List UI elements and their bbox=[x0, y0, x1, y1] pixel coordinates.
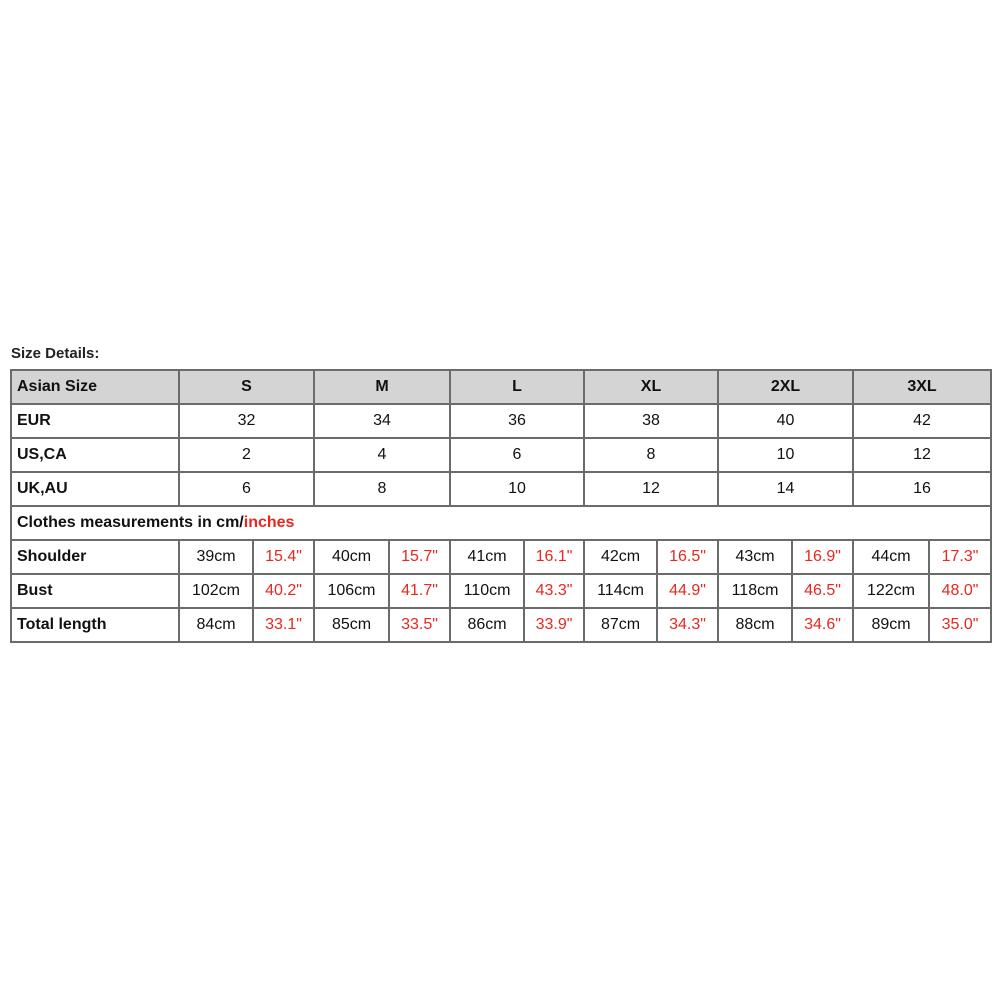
size-header-cell: L bbox=[450, 370, 584, 404]
section-highlight: inches bbox=[243, 514, 295, 531]
conversion-value-cell: 38 bbox=[584, 404, 718, 438]
section-text: Clothes measurements in cm/ bbox=[17, 514, 244, 531]
inch-value-cell: 15.4" bbox=[253, 540, 314, 574]
inch-value-cell: 15.7" bbox=[389, 540, 450, 574]
cm-value-cell: 39cm bbox=[179, 540, 253, 574]
conversion-value-cell: 10 bbox=[718, 438, 853, 472]
cm-value-cell: 43cm bbox=[718, 540, 792, 574]
size-details-title: Size Details: bbox=[11, 345, 100, 362]
conversion-value-cell: 6 bbox=[179, 472, 314, 506]
size-header-cell: M bbox=[314, 370, 450, 404]
measurement-row bbox=[11, 574, 991, 608]
row-label: EUR bbox=[11, 404, 179, 438]
inch-value-cell: 35.0" bbox=[929, 608, 991, 642]
section-row bbox=[11, 506, 991, 540]
conversion-value-cell: 40 bbox=[718, 404, 853, 438]
size-chart-table bbox=[10, 369, 992, 643]
cm-value-cell: 89cm bbox=[853, 608, 929, 642]
conversion-value-cell: 32 bbox=[179, 404, 314, 438]
cm-value-cell: 44cm bbox=[853, 540, 929, 574]
cm-value-cell: 106cm bbox=[314, 574, 389, 608]
conversion-value-cell: 4 bbox=[314, 438, 450, 472]
inch-value-cell: 43.3" bbox=[524, 574, 584, 608]
inch-value-cell: 16.9" bbox=[792, 540, 853, 574]
row-label: Total length bbox=[11, 608, 179, 642]
conversion-value-cell: 10 bbox=[450, 472, 584, 506]
cm-value-cell: 42cm bbox=[584, 540, 657, 574]
conversion-value-cell: 34 bbox=[314, 404, 450, 438]
cm-value-cell: 86cm bbox=[450, 608, 524, 642]
measurement-row bbox=[11, 540, 991, 574]
cm-value-cell: 102cm bbox=[179, 574, 253, 608]
conversion-value-cell: 16 bbox=[853, 472, 991, 506]
cm-value-cell: 85cm bbox=[314, 608, 389, 642]
cm-value-cell: 110cm bbox=[450, 574, 524, 608]
size-header-cell: 3XL bbox=[853, 370, 991, 404]
conversion-value-cell: 6 bbox=[450, 438, 584, 472]
cm-value-cell: 41cm bbox=[450, 540, 524, 574]
cm-value-cell: 87cm bbox=[584, 608, 657, 642]
cm-value-cell: 118cm bbox=[718, 574, 792, 608]
conversion-value-cell: 12 bbox=[584, 472, 718, 506]
section-heading bbox=[11, 506, 991, 540]
cm-value-cell: 114cm bbox=[584, 574, 657, 608]
cm-value-cell: 40cm bbox=[314, 540, 389, 574]
inch-value-cell: 34.3" bbox=[657, 608, 718, 642]
size-header-cell: S bbox=[179, 370, 314, 404]
inch-value-cell: 16.1" bbox=[524, 540, 584, 574]
row-label: UK,AU bbox=[11, 472, 179, 506]
row-label: Bust bbox=[11, 574, 179, 608]
header-row bbox=[11, 370, 991, 404]
cm-value-cell: 84cm bbox=[179, 608, 253, 642]
inch-value-cell: 40.2" bbox=[253, 574, 314, 608]
row-label: Shoulder bbox=[11, 540, 179, 574]
inch-value-cell: 46.5" bbox=[792, 574, 853, 608]
conversion-value-cell: 42 bbox=[853, 404, 991, 438]
size-header-cell: 2XL bbox=[718, 370, 853, 404]
conversion-value-cell: 8 bbox=[584, 438, 718, 472]
conversion-row bbox=[11, 472, 991, 506]
inch-value-cell: 17.3" bbox=[929, 540, 991, 574]
measurement-row bbox=[11, 608, 991, 642]
conversion-value-cell: 14 bbox=[718, 472, 853, 506]
conversion-value-cell: 2 bbox=[179, 438, 314, 472]
conversion-value-cell: 36 bbox=[450, 404, 584, 438]
inch-value-cell: 33.5" bbox=[389, 608, 450, 642]
size-header-cell: XL bbox=[584, 370, 718, 404]
cm-value-cell: 122cm bbox=[853, 574, 929, 608]
conversion-row bbox=[11, 438, 991, 472]
inch-value-cell: 48.0" bbox=[929, 574, 991, 608]
inch-value-cell: 41.7" bbox=[389, 574, 450, 608]
inch-value-cell: 16.5" bbox=[657, 540, 718, 574]
cm-value-cell: 88cm bbox=[718, 608, 792, 642]
inch-value-cell: 34.6" bbox=[792, 608, 853, 642]
conversion-row bbox=[11, 404, 991, 438]
inch-value-cell: 33.9" bbox=[524, 608, 584, 642]
conversion-value-cell: 12 bbox=[853, 438, 991, 472]
conversion-value-cell: 8 bbox=[314, 472, 450, 506]
header-label: Asian Size bbox=[11, 370, 179, 404]
row-label: US,CA bbox=[11, 438, 179, 472]
inch-value-cell: 44.9" bbox=[657, 574, 718, 608]
inch-value-cell: 33.1" bbox=[253, 608, 314, 642]
